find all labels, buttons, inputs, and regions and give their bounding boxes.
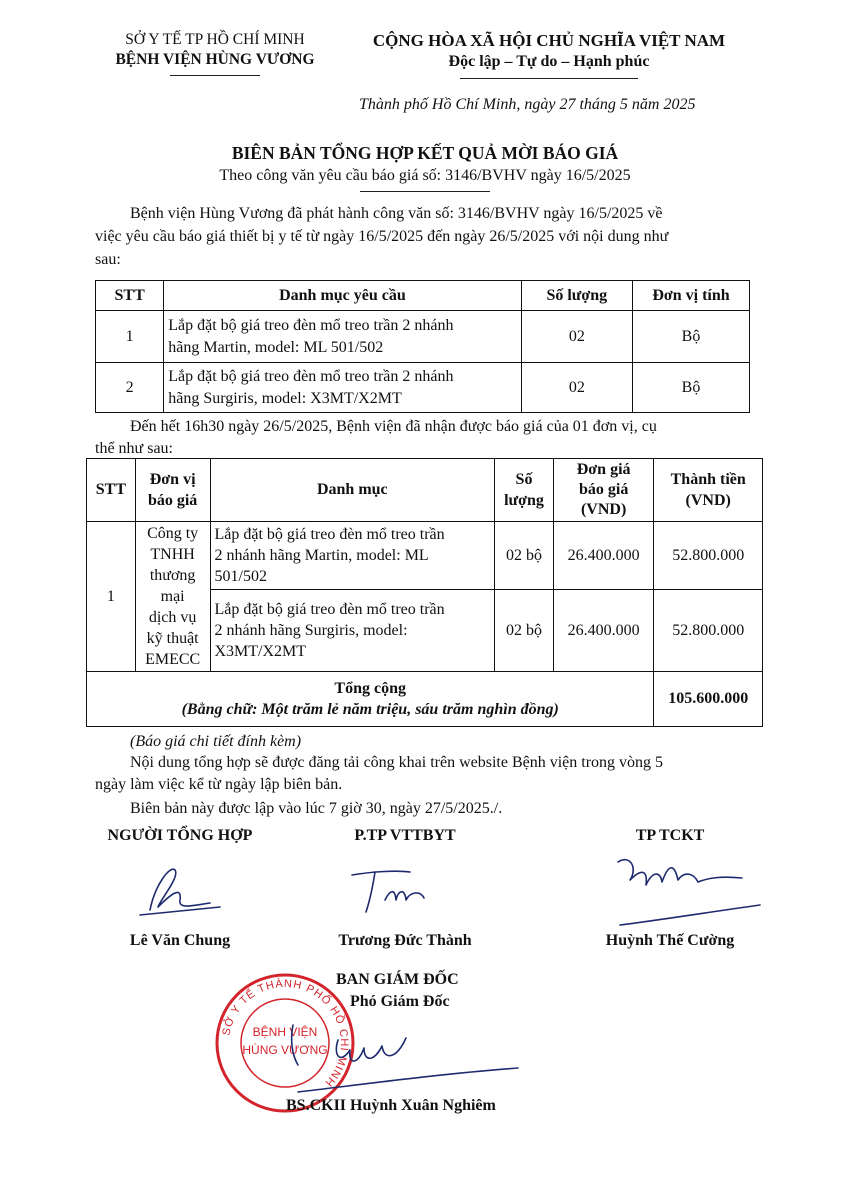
- publish-line-2: ngày làm việc kể từ ngày lập biên bản.: [95, 776, 343, 793]
- vendor-line: kỹ thuật: [146, 630, 199, 647]
- vendor-line: mại: [160, 588, 185, 605]
- header-line: báo giá: [147, 492, 198, 509]
- col-item: Danh mục: [210, 459, 495, 522]
- board-title: BAN GIÁM ĐỐC: [336, 971, 459, 988]
- document-title: BIÊN BẢN TỔNG HỢP KẾT QUẢ MỜI BÁO GIÁ: [231, 143, 619, 163]
- row-total: 52.800.000: [654, 522, 763, 590]
- sum-in-words: (Bằng chữ: Một trăm lẻ năm triệu, sáu trăm nghìn đồng): [181, 701, 559, 718]
- row-item: [210, 522, 495, 590]
- table-row: [96, 311, 750, 363]
- para2-line-2: thể như sau:: [95, 440, 173, 457]
- row-qty: 02 bộ: [495, 522, 554, 590]
- para2-line-1: Đến hết 16h30 ngày 26/5/2025, Bệnh viện đã nhận được báo giá của 01 đơn vị, cụ: [130, 418, 657, 435]
- table-row: [87, 522, 763, 590]
- col-vendor: [135, 459, 210, 522]
- signature-mid: [340, 860, 460, 930]
- row-item-line: Lắp đặt bộ giá treo đèn mổ treo trần 2 nhánh: [168, 367, 454, 385]
- table-row: [96, 363, 750, 413]
- vttbyt-title: P.TP VTTBYT: [354, 827, 456, 844]
- col-unit-price: [553, 459, 654, 522]
- intro-line-1: Bệnh viện Hùng Vương đã phát hành công văn số: 3146/BVHV ngày 16/5/2025 về: [130, 205, 663, 222]
- row-qty: 02: [521, 363, 632, 413]
- vendor-line: dịch vụ: [148, 609, 197, 626]
- director-name: BS.CKII Huỳnh Xuân Nghiêm: [286, 1097, 496, 1114]
- header-line: lượng: [504, 492, 544, 509]
- vendor-line: Công ty: [147, 525, 199, 542]
- row-unit-price: 26.400.000: [553, 522, 654, 590]
- publish-line-1: Nội dung tổng hợp sẽ được đăng tải công khai trên website Bệnh viện trong vòng 5: [130, 754, 664, 771]
- compiler-name: Lê Văn Chung: [129, 932, 231, 949]
- col-stt: STT: [96, 281, 164, 311]
- made-line: Biên bản này được lập vào lúc 7 giờ 30, ngày 27/5/2025./.: [130, 800, 503, 817]
- header-line: Số: [515, 471, 533, 488]
- signature-director: [278, 1010, 538, 1100]
- row-stt: 1: [96, 311, 164, 363]
- sum-label: Tổng cộng: [334, 680, 406, 697]
- tckt-name: Huỳnh Thế Cường: [605, 932, 735, 949]
- row-unit: Bộ: [633, 311, 750, 363]
- title-underline: [360, 191, 490, 192]
- header-line: (VND): [685, 492, 731, 509]
- row-qty: 02: [521, 311, 632, 363]
- hospital-underline: [170, 75, 260, 76]
- header-line: báo giá: [578, 481, 629, 498]
- vendor-cell: [135, 522, 210, 672]
- stamp-center-line-1: BỆNH VIỆN: [252, 1025, 318, 1039]
- request-table: [95, 280, 750, 413]
- hospital-name: BỆNH VIỆN HÙNG VƯƠNG: [115, 51, 315, 68]
- stamp-center-line-2: HÙNG VƯƠNG: [242, 1043, 328, 1057]
- row-total: 52.800.000: [654, 590, 763, 672]
- row-item: [210, 590, 495, 672]
- dept-name: SỞ Y TẾ TP HỒ CHÍ MINH: [125, 31, 305, 48]
- vttbyt-name: Trương Đức Thành: [338, 932, 472, 949]
- intro-line-2: việc yêu cầu báo giá thiết bị y tế từ ngày 16/5/2025 đến ngày 26/5/2025 với nội dung như: [95, 228, 669, 245]
- sum-row: [87, 672, 763, 727]
- col-unit: Đơn vị tính: [633, 281, 750, 311]
- tckt-title: TP TCKT: [635, 827, 705, 844]
- row-item-line: 2 nhánh hãng Surgiris, model:: [214, 622, 408, 639]
- row-item-line: hãng Martin, model: ML 501/502: [168, 338, 384, 356]
- header-line: Thành tiền: [670, 471, 746, 488]
- header-line: Đơn vị: [149, 471, 196, 488]
- signature-left: [120, 855, 240, 925]
- header-line: Đơn giá: [576, 461, 631, 478]
- row-item-line: Lắp đặt bộ giá treo đèn mổ treo trần 2 nhánh: [168, 316, 454, 334]
- row-item-line: 501/502: [214, 568, 267, 585]
- republic-title: CỘNG HÒA XÃ HỘI CHỦ NGHĨA VIỆT NAM: [372, 31, 726, 50]
- col-quantity: Số lượng: [521, 281, 632, 311]
- national-motto: Độc lập – Tự do – Hạnh phúc: [448, 53, 650, 70]
- row-item-line: Lắp đặt bộ giá treo đèn mổ treo trần: [214, 526, 445, 543]
- date-line: Thành phố Hồ Chí Minh, ngày 27 tháng 5 năm 2025: [359, 96, 696, 113]
- row-stt: 1: [87, 522, 136, 672]
- attached-note: (Báo giá chi tiết đính kèm): [130, 733, 302, 750]
- quote-table: [86, 458, 763, 727]
- sum-label-cell: [87, 672, 654, 727]
- motto-underline: [460, 78, 638, 79]
- col-stt: STT: [87, 459, 136, 522]
- row-item: [164, 363, 521, 413]
- row-qty: 02 bộ: [495, 590, 554, 672]
- col-quantity: [495, 459, 554, 522]
- signature-right: [590, 850, 770, 940]
- vendor-line: TNHH: [150, 546, 195, 563]
- row-item-line: 2 nhánh hãng Martin, model: ML: [214, 547, 429, 564]
- col-total: [654, 459, 763, 522]
- board-role: Phó Giám Đốc: [350, 993, 450, 1010]
- document-subtitle: Theo công văn yêu cầu báo giá số: 3146/BVHV ngày 16/5/2025: [219, 167, 631, 184]
- vendor-line: EMECC: [145, 651, 201, 668]
- col-request-item: Danh mục yêu cầu: [164, 281, 521, 311]
- header-line: (VND): [580, 501, 627, 518]
- row-stt: 2: [96, 363, 164, 413]
- row-item-line: hãng Surgiris, model: X3MT/X2MT: [168, 389, 402, 407]
- row-item-line: X3MT/X2MT: [214, 643, 307, 660]
- row-unit-price: 26.400.000: [553, 590, 654, 672]
- row-item-line: Lắp đặt bộ giá treo đèn mổ treo trần: [214, 601, 445, 618]
- compiler-title: NGƯỜI TỔNG HỢP: [107, 827, 253, 844]
- row-unit: Bộ: [633, 363, 750, 413]
- sum-value: 105.600.000: [654, 672, 763, 727]
- stamp-ring-text: SỞ Y TẾ THÀNH PHỐ HỒ CHÍ MINH: [220, 977, 351, 1090]
- vendor-line: thương: [149, 567, 196, 584]
- intro-line-3: sau:: [95, 251, 121, 268]
- row-item: [164, 311, 521, 363]
